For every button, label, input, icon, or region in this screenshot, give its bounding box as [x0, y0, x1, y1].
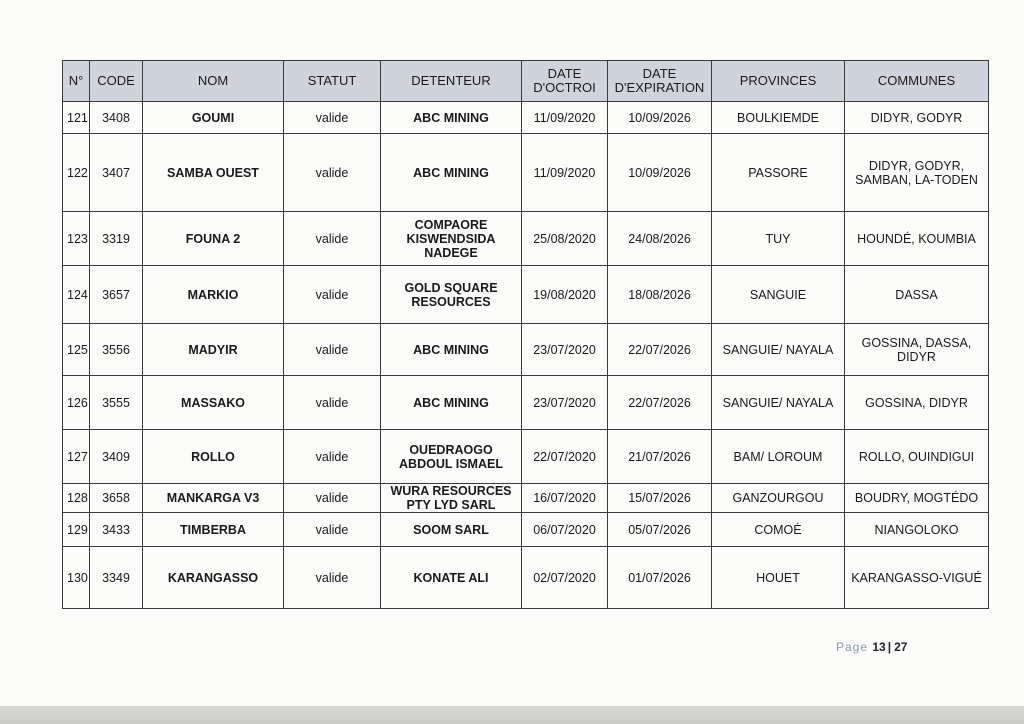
cell-octroi: 25/08/2020: [522, 212, 608, 266]
cell-expiration: 22/07/2026: [608, 324, 712, 376]
cell-expiration: 18/08/2026: [608, 266, 712, 324]
cell-provinces: HOUET: [712, 547, 845, 609]
table-row: [63, 430, 989, 484]
table-row: [63, 513, 989, 547]
total-pages: 27: [894, 640, 908, 654]
header-num: N°: [63, 61, 90, 102]
cell-detenteur: GOLD SQUARE RESOURCES: [381, 266, 522, 324]
cell-communes: HOUNDÉ, KOUMBIA: [845, 212, 989, 266]
cell-detenteur: WURA RESOURCES PTY LYD SARL: [381, 484, 522, 513]
cell-statut: valide: [284, 134, 381, 212]
table-row: [63, 102, 989, 134]
cell-expiration: 15/07/2026: [608, 484, 712, 513]
cell-detenteur: COMPAORE KISWENDSIDA NADEGE: [381, 212, 522, 266]
cell-statut: valide: [284, 324, 381, 376]
cell-communes: GOSSINA, DASSA, DIDYR: [845, 324, 989, 376]
table-header-row: [63, 61, 989, 102]
table-row: [63, 134, 989, 212]
cell-num: 123: [63, 212, 90, 266]
cell-statut: valide: [284, 376, 381, 430]
cell-octroi: 02/07/2020: [522, 547, 608, 609]
cell-detenteur: SOOM SARL: [381, 513, 522, 547]
header-provinces: PROVINCES: [712, 61, 845, 102]
cell-code: 3433: [90, 513, 143, 547]
cell-statut: valide: [284, 212, 381, 266]
cell-num: 127: [63, 430, 90, 484]
header-communes: COMMUNES: [845, 61, 989, 102]
current-page: 13: [872, 640, 886, 654]
cell-num: 129: [63, 513, 90, 547]
cell-nom: TIMBERBA: [143, 513, 284, 547]
cell-octroi: 19/08/2020: [522, 266, 608, 324]
cell-code: 3409: [90, 430, 143, 484]
cell-statut: valide: [284, 266, 381, 324]
cell-communes: ROLLO, OUINDIGUI: [845, 430, 989, 484]
table-row: [63, 266, 989, 324]
page-separator: |: [887, 640, 893, 654]
cell-communes: GOSSINA, DIDYR: [845, 376, 989, 430]
cell-code: 3556: [90, 324, 143, 376]
table-row: [63, 212, 989, 266]
cell-provinces: COMOÉ: [712, 513, 845, 547]
cell-octroi: 11/09/2020: [522, 134, 608, 212]
cell-expiration: 10/09/2026: [608, 102, 712, 134]
cell-provinces: GANZOURGOU: [712, 484, 845, 513]
cell-code: 3657: [90, 266, 143, 324]
cell-octroi: 16/07/2020: [522, 484, 608, 513]
cell-nom: MANKARGA V3: [143, 484, 284, 513]
cell-nom: GOUMI: [143, 102, 284, 134]
cell-expiration: 22/07/2026: [608, 376, 712, 430]
cell-provinces: BOULKIEMDE: [712, 102, 845, 134]
cell-nom: MARKIO: [143, 266, 284, 324]
cell-provinces: SANGUIE/ NAYALA: [712, 324, 845, 376]
table-row: [63, 376, 989, 430]
header-date-octroi: DATE D'OCTROI: [522, 61, 608, 102]
cell-provinces: BAM/ LOROUM: [712, 430, 845, 484]
cell-detenteur: ABC MINING: [381, 102, 522, 134]
cell-communes: NIANGOLOKO: [845, 513, 989, 547]
cell-communes: DIDYR, GODYR, SAMBAN, LA-TODEN: [845, 134, 989, 212]
cell-statut: valide: [284, 513, 381, 547]
cell-num: 125: [63, 324, 90, 376]
page-footer: [836, 640, 907, 654]
cell-octroi: 06/07/2020: [522, 513, 608, 547]
cell-statut: valide: [284, 430, 381, 484]
cell-statut: valide: [284, 547, 381, 609]
cell-provinces: SANGUIE/ NAYALA: [712, 376, 845, 430]
cell-nom: SAMBA OUEST: [143, 134, 284, 212]
cell-num: 122: [63, 134, 90, 212]
page-label: Page: [836, 640, 869, 654]
cell-communes: BOUDRY, MOGTÉDO: [845, 484, 989, 513]
header-nom: NOM: [143, 61, 284, 102]
cell-expiration: 24/08/2026: [608, 212, 712, 266]
cell-octroi: 23/07/2020: [522, 376, 608, 430]
cell-octroi: 11/09/2020: [522, 102, 608, 134]
scan-bottom-edge: [0, 706, 1024, 724]
cell-octroi: 23/07/2020: [522, 324, 608, 376]
cell-num: 126: [63, 376, 90, 430]
cell-code: 3555: [90, 376, 143, 430]
cell-expiration: 01/07/2026: [608, 547, 712, 609]
cell-statut: valide: [284, 102, 381, 134]
cell-provinces: TUY: [712, 212, 845, 266]
cell-expiration: 10/09/2026: [608, 134, 712, 212]
cell-nom: MASSAKO: [143, 376, 284, 430]
cell-nom: KARANGASSO: [143, 547, 284, 609]
cell-statut: valide: [284, 484, 381, 513]
cell-expiration: 05/07/2026: [608, 513, 712, 547]
cell-provinces: PASSORE: [712, 134, 845, 212]
cell-nom: MADYIR: [143, 324, 284, 376]
cell-communes: DASSA: [845, 266, 989, 324]
cell-nom: ROLLO: [143, 430, 284, 484]
cell-code: 3349: [90, 547, 143, 609]
cell-detenteur: ABC MINING: [381, 376, 522, 430]
cell-communes: DIDYR, GODYR: [845, 102, 989, 134]
cell-detenteur: OUEDRAOGO ABDOUL ISMAEL: [381, 430, 522, 484]
cell-num: 130: [63, 547, 90, 609]
table-row: [63, 484, 989, 513]
cell-communes: KARANGASSO-VIGUÉ: [845, 547, 989, 609]
permits-table: [62, 60, 989, 609]
cell-num: 128: [63, 484, 90, 513]
cell-nom: FOUNA 2: [143, 212, 284, 266]
header-statut: STATUT: [284, 61, 381, 102]
cell-num: 124: [63, 266, 90, 324]
cell-expiration: 21/07/2026: [608, 430, 712, 484]
header-detenteur: DETENTEUR: [381, 61, 522, 102]
cell-octroi: 22/07/2020: [522, 430, 608, 484]
cell-code: 3408: [90, 102, 143, 134]
header-date-expiration: DATE D'EXPIRATION: [608, 61, 712, 102]
cell-provinces: SANGUIE: [712, 266, 845, 324]
cell-detenteur: ABC MINING: [381, 324, 522, 376]
cell-num: 121: [63, 102, 90, 134]
table-row: [63, 324, 989, 376]
cell-detenteur: KONATE ALI: [381, 547, 522, 609]
cell-code: 3658: [90, 484, 143, 513]
cell-code: 3407: [90, 134, 143, 212]
cell-detenteur: ABC MINING: [381, 134, 522, 212]
cell-code: 3319: [90, 212, 143, 266]
header-code: CODE: [90, 61, 143, 102]
table-row: [63, 547, 989, 609]
